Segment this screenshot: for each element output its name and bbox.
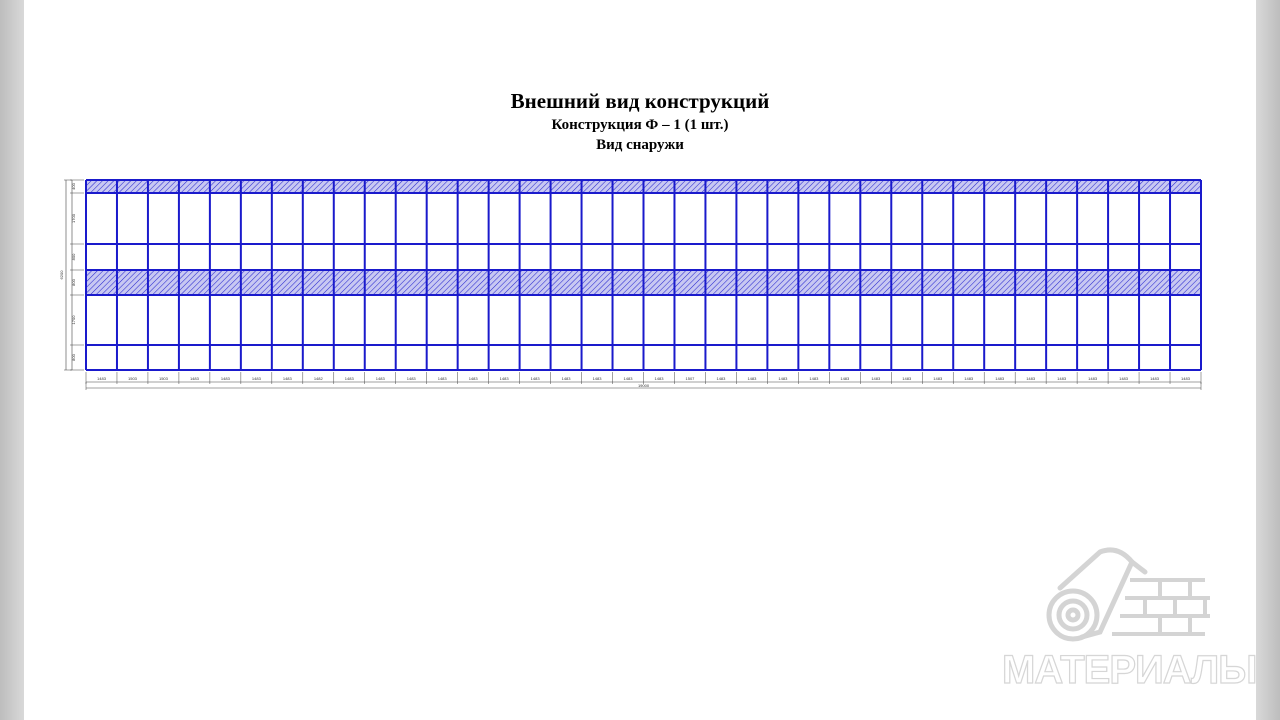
column-width-label: 1483 — [468, 376, 478, 381]
column-width-label: 1483 — [623, 376, 633, 381]
column-width-label: 1483 — [1119, 376, 1129, 381]
row-height-label: 1700 — [71, 214, 76, 223]
view-label: Вид снаружи — [596, 137, 684, 153]
column-width-label: 1483 — [747, 376, 757, 381]
column-width-label: 1483 — [530, 376, 540, 381]
column-width-label: 1483 — [1088, 376, 1098, 381]
column-width-label: 1483 — [282, 376, 292, 381]
total-height-label: 6200 — [59, 270, 64, 280]
column-width-label: 1483 — [1181, 376, 1190, 381]
column-width-label: 1483 — [654, 376, 664, 381]
column-width-label: 1483 — [840, 376, 850, 381]
column-width-label: 1483 — [561, 376, 571, 381]
watermark-text: МАТЕРИАЛЫ — [1002, 648, 1257, 692]
column-width-label: 1507 — [685, 376, 695, 381]
column-width-label: 1483 — [189, 376, 199, 381]
row-height-label: 1700 — [71, 315, 76, 325]
column-width-label: 1483 — [220, 376, 230, 381]
column-width-label: 1483 — [778, 376, 788, 381]
row-height-label: 800 — [71, 279, 76, 286]
column-width-label: 1483 — [375, 376, 385, 381]
column-width-label: 1483 — [902, 376, 912, 381]
row-height-label: 400 — [71, 183, 76, 190]
column-width-label: 1483 — [437, 376, 447, 381]
column-width-label: 1483 — [499, 376, 509, 381]
row-height-label: 800 — [71, 354, 76, 361]
construction-subtitle: Конструкция Ф – 1 (1 шт.) — [551, 117, 729, 133]
column-width-label: 1483 — [1057, 376, 1067, 381]
column-width-label: 1482 — [313, 376, 323, 381]
column-width-label: 1483 — [964, 376, 974, 381]
column-width-label: 1483 — [406, 376, 416, 381]
column-width-label: 1483 — [871, 376, 881, 381]
column-width-label: 1483 — [592, 376, 602, 381]
column-width-label: 1483 — [97, 376, 106, 381]
column-width-label: 1483 — [1150, 376, 1159, 381]
column-width-label: 1503 — [128, 376, 137, 381]
column-width-label: 1483 — [1026, 376, 1036, 381]
column-width-label: 1483 — [809, 376, 819, 381]
total-width-label: 19000 — [637, 383, 650, 388]
column-width-label: 1483 — [251, 376, 261, 381]
column-width-label: 1483 — [716, 376, 726, 381]
column-width-label: 1483 — [344, 376, 354, 381]
column-width-label: 1483 — [933, 376, 943, 381]
column-width-label: 1503 — [158, 376, 168, 381]
drawing-title: Внешний вид конструкций — [510, 89, 770, 113]
column-width-label: 1483 — [995, 376, 1005, 381]
row-height-label: 800 — [71, 253, 76, 261]
